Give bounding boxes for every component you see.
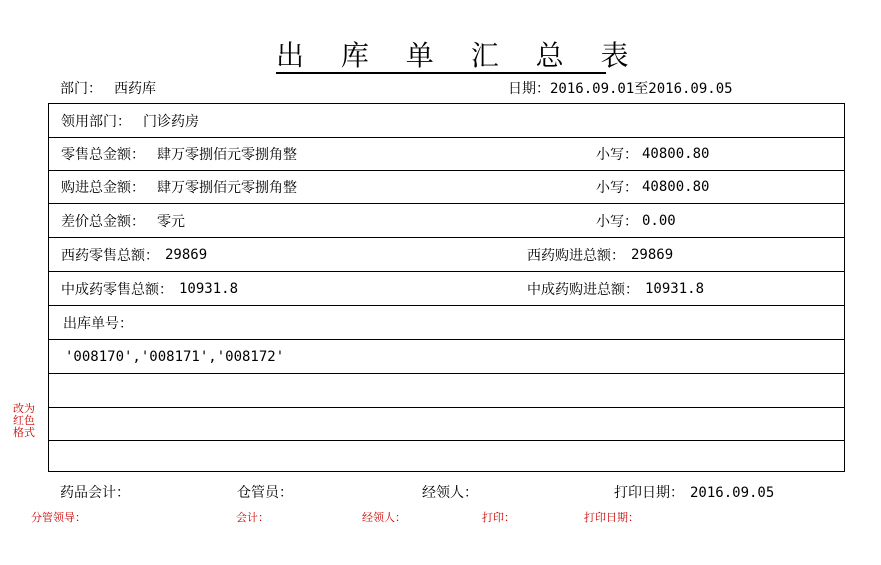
patent-purchase-value: 10931.8 — [645, 280, 705, 297]
purchase-total-cell — [61, 171, 297, 203]
diff-total-cell — [61, 204, 185, 237]
purchase-total-value: 肆万零捌佰元零捌角整 — [157, 180, 297, 196]
date-value: 2016.09.01至2016.09.05 — [550, 81, 733, 97]
table-row — [49, 204, 844, 238]
retail-small-label: 小写： — [596, 147, 638, 163]
table-row — [49, 272, 844, 306]
diff-total-value: 零元 — [157, 213, 185, 230]
diff-small-label: 小写： — [596, 213, 638, 230]
handler-label: 经领人： — [422, 485, 478, 501]
patent-retail-label: 中成药零售总额： — [61, 281, 173, 298]
table-row — [49, 104, 844, 138]
receiving-dept-value: 门诊药房 — [143, 113, 199, 130]
diff-total-label: 差价总金额： — [61, 213, 145, 230]
title-underline — [276, 72, 606, 74]
western-purchase-cell — [527, 238, 673, 271]
red-print-label: 打印： — [482, 511, 515, 524]
purchase-total-label: 购进总金额： — [61, 180, 145, 196]
print-date-label: 打印日期： — [614, 485, 684, 501]
receiving-dept-cell — [61, 104, 199, 137]
table-row — [49, 408, 844, 441]
table-row — [49, 441, 844, 471]
retail-small-value: 40800.80 — [642, 146, 710, 162]
western-purchase-label: 西药购进总额： — [527, 247, 625, 264]
retail-total-cell — [61, 138, 297, 170]
order-no-list: '008170','008171','008172' — [65, 348, 285, 365]
dept-value: 西药库 — [114, 81, 156, 97]
patent-purchase-cell — [527, 272, 704, 305]
page-title: 出 库 单 汇 总 表 — [276, 39, 643, 72]
western-retail-cell — [61, 238, 207, 271]
table-row — [49, 171, 844, 204]
western-purchase-value: 29869 — [631, 246, 674, 263]
accountant-label: 药品会计： — [60, 485, 130, 501]
print-date-field — [614, 484, 774, 502]
red-accountant-label: 会计： — [236, 511, 269, 524]
dept-label: 部门： — [60, 81, 102, 97]
print-date-value: 2016.09.05 — [690, 485, 775, 501]
keeper-label: 仓管员： — [237, 485, 293, 501]
order-no-label: 出库单号： — [63, 315, 133, 332]
summary-table — [48, 103, 845, 472]
western-retail-value: 29869 — [165, 246, 208, 263]
retail-small-cell — [596, 138, 709, 170]
dept-field — [60, 80, 156, 98]
date-field — [508, 80, 733, 98]
western-retail-label: 西药零售总额： — [61, 247, 159, 264]
table-row — [49, 138, 844, 171]
retail-total-value: 肆万零捌佰元零捌角整 — [157, 147, 297, 163]
table-row — [49, 306, 844, 340]
receiving-dept-label: 领用部门： — [61, 113, 131, 130]
red-print-date-label: 打印日期： — [584, 511, 639, 524]
table-row — [49, 238, 844, 272]
diff-small-value: 0.00 — [642, 212, 676, 229]
date-label: 日期： — [508, 81, 550, 97]
red-format-note: 改为红色格式 — [13, 402, 35, 439]
red-handler-label: 经领人： — [362, 511, 406, 524]
purchase-small-cell — [596, 171, 709, 203]
patent-retail-cell — [61, 272, 238, 305]
purchase-small-value: 40800.80 — [642, 179, 710, 195]
patent-retail-value: 10931.8 — [179, 280, 239, 297]
diff-small-cell — [596, 204, 676, 237]
table-row — [49, 374, 844, 408]
purchase-small-label: 小写： — [596, 180, 638, 196]
retail-total-label: 零售总金额： — [61, 147, 145, 163]
red-leader-label: 分管领导： — [31, 511, 86, 524]
table-row — [49, 340, 844, 374]
patent-purchase-label: 中成药购进总额： — [527, 281, 639, 298]
